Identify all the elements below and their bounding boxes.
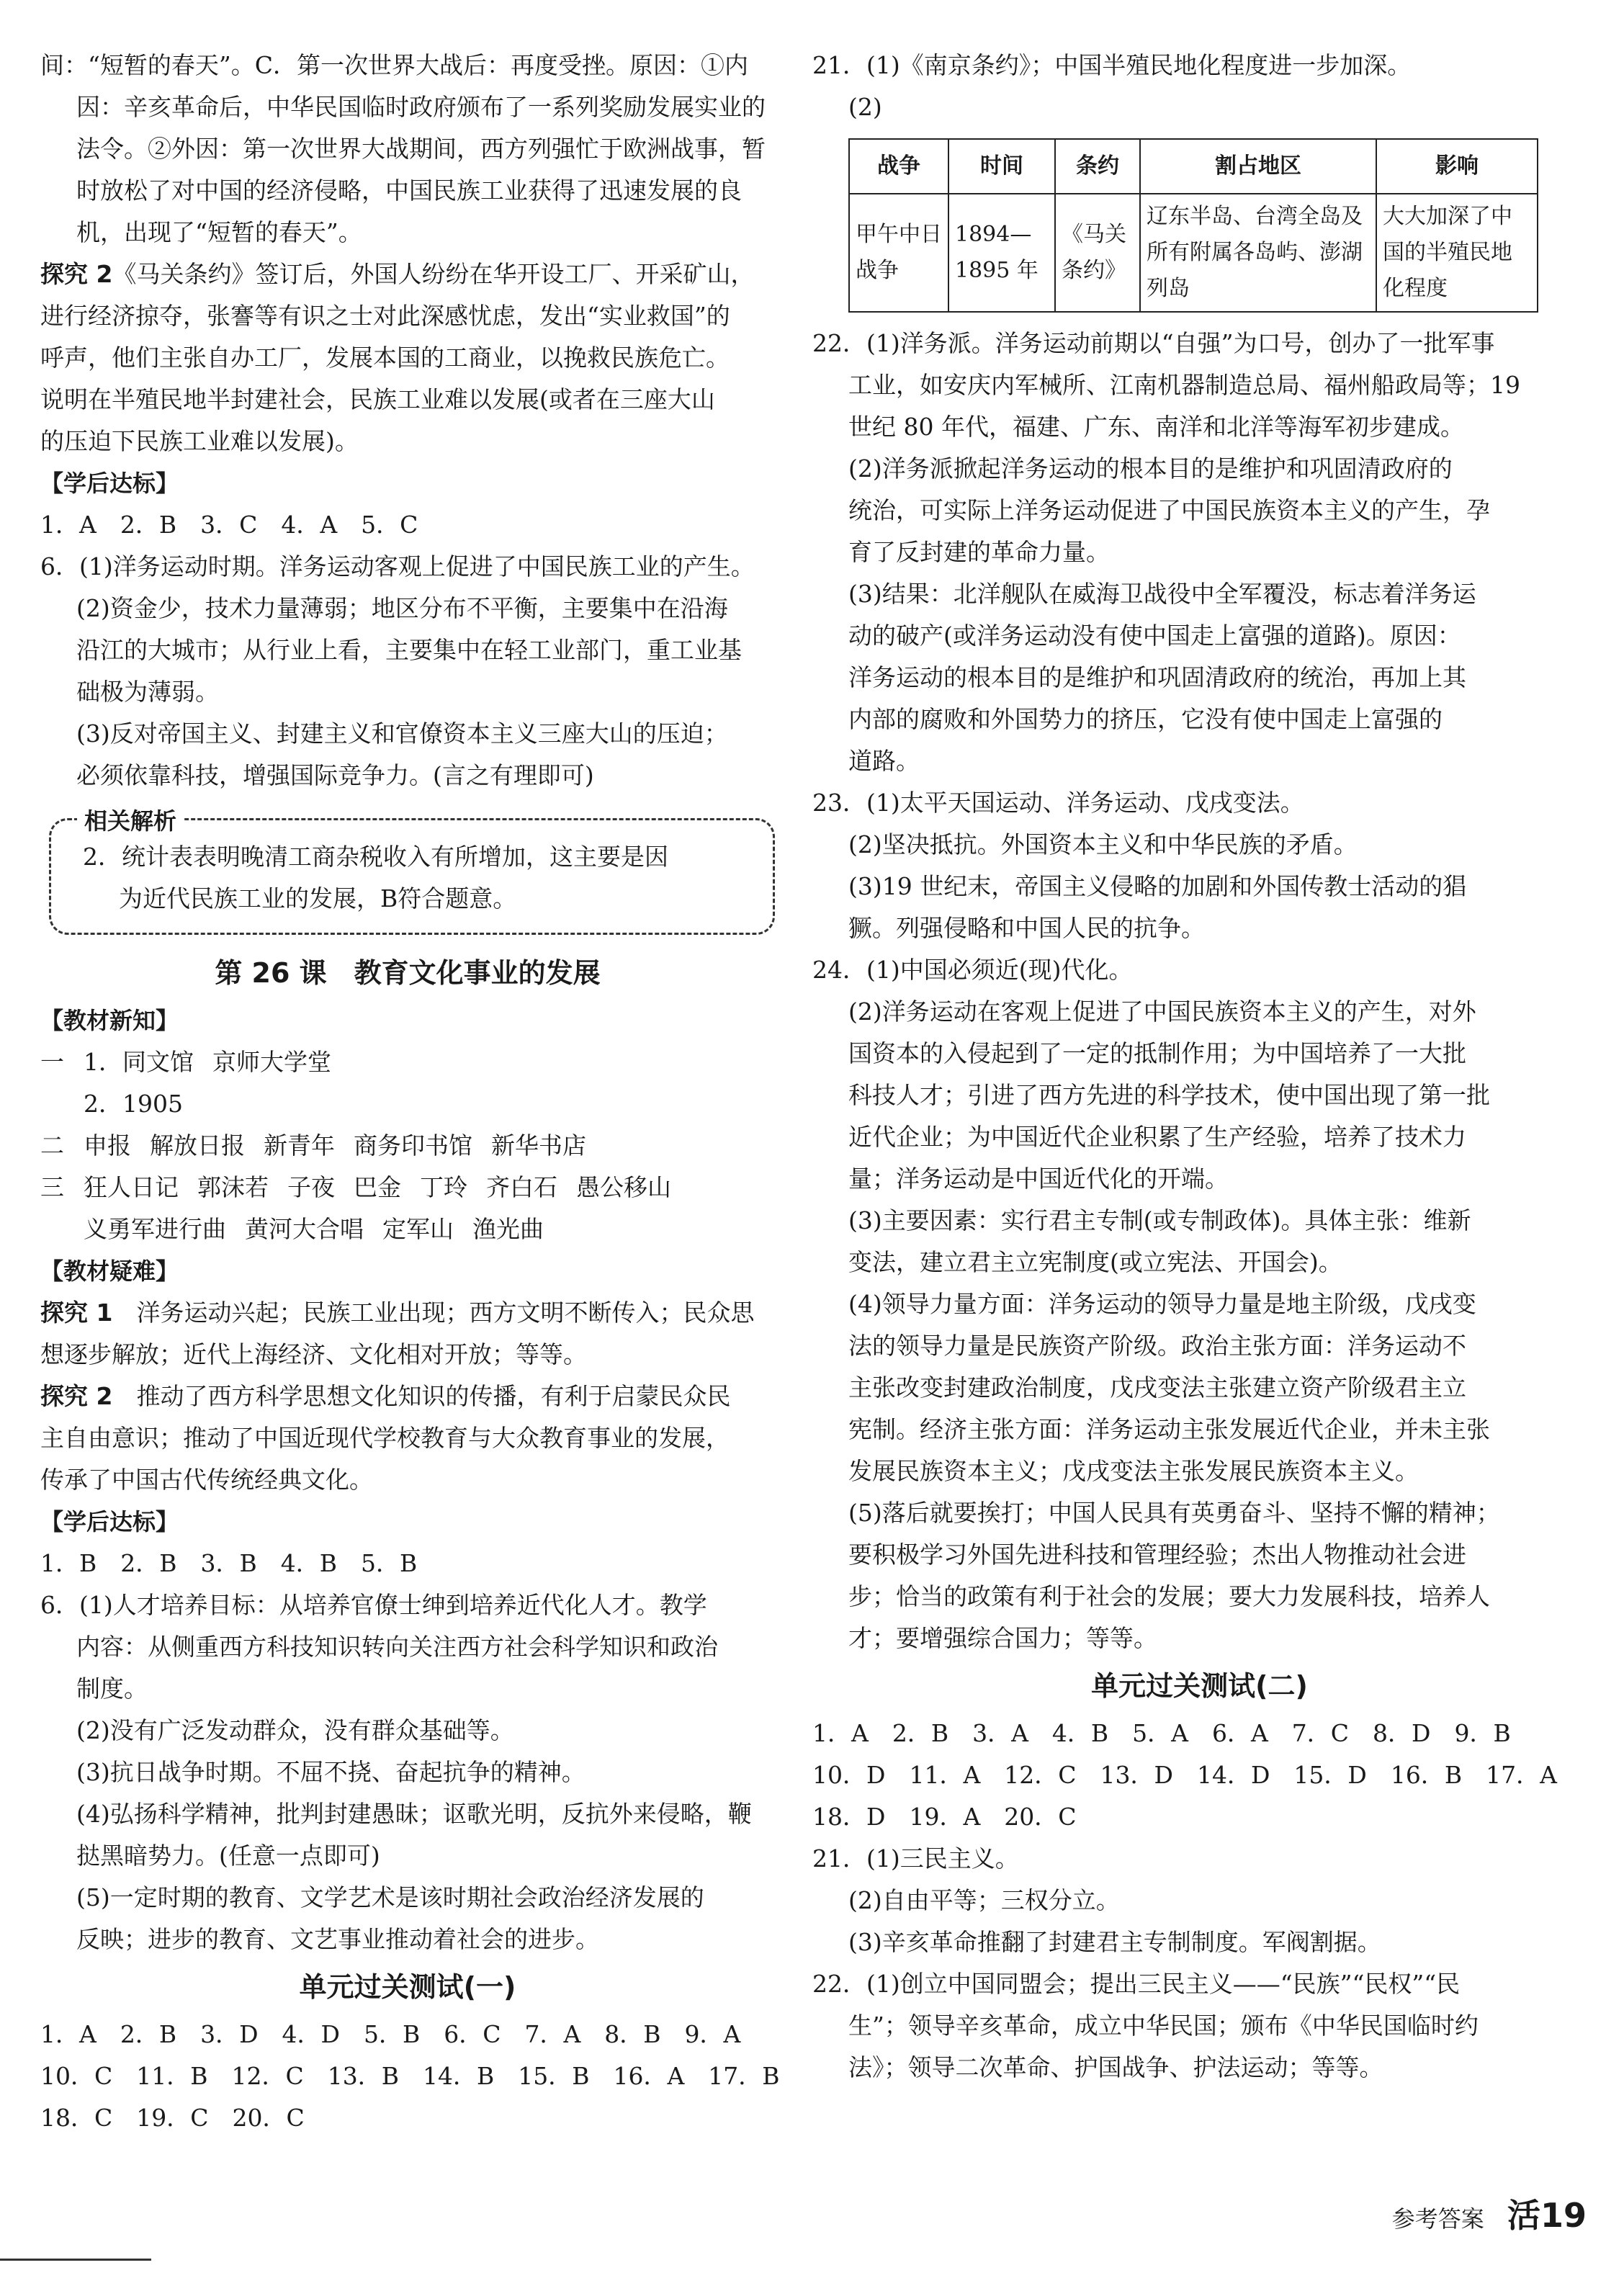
answer-line: 6．(1)洋务运动时期。洋务运动客观上促进了中国民族工业的产生。	[40, 552, 755, 580]
list-item: 三 狂人日记 郭沫若 子夜 巴金 丁玲 齐白石 愚公移山	[40, 1173, 671, 1201]
answer-line: 道路。	[848, 747, 920, 775]
text-line: 探究 2 推动了西方科学思想文化知识的传播，有利于启蒙民众民	[40, 1382, 731, 1410]
lesson-title: 第 26 课 教育文化事业的发展	[215, 957, 601, 989]
answer-line: (2)自由平等；三权分立。	[848, 1886, 1120, 1914]
section-header: 【教材新知】	[40, 1007, 179, 1034]
answer-line: (3)反对帝国主义、封建主义和官僚资本主义三座大山的压迫；	[76, 719, 728, 748]
answer-line: 挞黑暗势力。(任意一点即可)	[76, 1842, 380, 1870]
answer-line: 宪制。经济主张方面：洋务运动主张发展近代企业，并未主张	[848, 1415, 1490, 1443]
answer-line: 动的破产(或洋务运动没有使中国走上富强的道路)。原因：	[848, 622, 1461, 650]
analysis-box	[49, 807, 775, 935]
answer-line: 22．(1)洋务派。洋务运动前期以“自强”为口号，创办了一批军事	[812, 329, 1495, 357]
answer-line: 发展民族资本主义；戊戌变法主张发展民族资本主义。	[848, 1457, 1419, 1485]
list-item: 义勇军进行曲 黄河大合唱 定军山 渔光曲	[84, 1215, 544, 1243]
answer-line: 10．C 11．B 12．C 13．B 14．B 15．B 16．A 17．B	[40, 2062, 780, 2090]
answer-line: (5)落后就要挨打；中国人民具有英勇奋斗、坚持不懈的精神；	[848, 1499, 1500, 1527]
text-line: 进行经济掠夺，张謇等有识之士对此深感忧虑，发出“实业救国”的	[40, 302, 730, 330]
answer-line: 必须依靠科技，增强国际竞争力。(言之有理即可)	[76, 761, 594, 789]
answer-line: (5)一定时期的教育、文学艺术是该时期社会政治经济发展的	[76, 1883, 704, 1911]
answer-line: 科技人才；引进了西方先进的科学技术，使中国出现了第一批	[848, 1081, 1490, 1109]
text-line: 传承了中国古代传统经典文化。	[40, 1466, 373, 1494]
answer-line: 要积极学习外国先进科技和管理经验；杰出人物推动社会进	[848, 1541, 1466, 1569]
answer-line: 18．C 19．C 20．C	[40, 2104, 305, 2132]
answer-line: (3)辛亥革命推翻了封建君主专制制度。军阀割据。	[848, 1928, 1381, 1956]
unit-test-title: 单元过关测试(二)	[1091, 1670, 1308, 1702]
answer-line: 国资本的入侵起到了一定的抵制作用；为中国培养了一大批	[848, 1039, 1466, 1067]
unit-test-title: 单元过关测试(一)	[299, 1971, 516, 2003]
text-line: 说明在半殖民地半封建社会，民族工业难以发展(或者在三座大山	[40, 385, 715, 413]
answer-line: (3)结果：北洋舰队在威海卫战役中全军覆没，标志着洋务运	[848, 580, 1476, 608]
answer-line: 生”；领导辛亥革命，成立中华民国；颁布《中华民国临时约	[848, 2012, 1479, 2040]
table-header: 时间	[948, 139, 1055, 194]
explore-label: 探究 2	[40, 260, 113, 288]
text-line: 主自由意识；推动了中国近现代学校教育与大众教育事业的发展，	[40, 1424, 730, 1452]
answer-line: 法的领导力量是民族资产阶级。政治主张方面：洋务运动不	[848, 1332, 1466, 1360]
table-row	[849, 194, 1538, 312]
left-column	[40, 45, 780, 2139]
answer-line: 1．A 2．B 3．C 4．A 5．C	[40, 511, 418, 539]
answer-line: (2)	[848, 93, 882, 121]
footer-rule	[0, 2259, 151, 2261]
table-header: 割占地区	[1140, 139, 1376, 194]
answer-line: 23．(1)太平天国运动、洋务运动、戊戌变法。	[812, 789, 1304, 817]
answer-line: 内部的腐败和外国势力的挤压，它没有使中国走上富强的	[848, 705, 1443, 733]
answer-line: 18．D 19．A 20．C	[812, 1803, 1077, 1831]
right-column	[812, 45, 1587, 2089]
analysis-line: 为近代民族工业的发展，B符合题意。	[119, 884, 517, 912]
answer-line: 6．(1)人才培养目标：从培养官僚士绅到培养近代化人才。教学	[40, 1591, 707, 1619]
table-header: 条约	[1055, 139, 1140, 194]
answer-line: 步；恰当的政策有利于社会的发展；要大力发展科技，培养人	[848, 1582, 1490, 1610]
answer-line: 1．A 2．B 3．A 4．B 5．A 6．A 7．C 8．D 9．B	[812, 1719, 1511, 1747]
answer-line: 22．(1)创立中国同盟会；提出三民主义——“民族”“民权”“民	[812, 1970, 1461, 1998]
answer-line: 法》；领导二次革命、护国战争、护法运动；等等。	[848, 2053, 1383, 2081]
answer-line: 24．(1)中国必须近(现)代化。	[812, 956, 1133, 984]
table-header: 战争	[849, 139, 948, 194]
answer-line: 10．D 11．A 12．C 13．D 14．D 15．D 16．B 17．A	[812, 1761, 1557, 1789]
answer-line: 才；要增强综合国力；等等。	[848, 1624, 1157, 1652]
section-header: 【学后达标】	[40, 1508, 179, 1535]
text-line: 探究 2《马关条约》签订后，外国人纷纷在华开设工厂、开采矿山，	[40, 260, 755, 288]
war-table	[848, 138, 1538, 313]
answer-line: (3)19 世纪末，帝国主义侵略的加剧和外国传教士活动的猖	[848, 872, 1467, 900]
answer-line: 洋务运动的根本目的是维护和巩固清政府的统治，再加上其	[848, 663, 1466, 691]
text-line: 因：辛亥革命后，中华民国临时政府颁布了一系列奖励发展实业的	[76, 93, 766, 121]
table-cell: 1894—1895 年	[948, 194, 1055, 312]
table-cell: 辽东半岛、台湾全岛及所有附属各岛屿、澎湖列岛	[1140, 194, 1376, 312]
section-header: 【学后达标】	[40, 470, 179, 497]
table-header-row	[849, 139, 1538, 194]
text-line: 机，出现了“短暂的春天”。	[76, 218, 362, 246]
answer-line: 獗。列强侵略和中国人民的抗争。	[848, 914, 1205, 942]
answer-line: 1．B 2．B 3．B 4．B 5．B	[40, 1549, 418, 1577]
answer-line: 础极为薄弱。	[76, 678, 219, 706]
answer-line: 近代企业；为中国近代企业积累了生产经验，培养了技术力	[848, 1123, 1466, 1151]
answer-line: (2)洋务运动在客观上促进了中国民族资本主义的产生，对外	[848, 997, 1476, 1026]
text-line: 的压迫下民族工业难以发展)。	[40, 427, 359, 455]
answer-line: (4)弘扬科学精神，批判封建愚昧；讴歌光明，反抗外来侵略，鞭	[76, 1800, 752, 1828]
footer-label: 参考答案	[1391, 2205, 1484, 2233]
answer-line: 制度。	[76, 1674, 148, 1703]
list-item: 一 1．同文馆 京师大学堂	[40, 1048, 331, 1076]
section-header: 【教材疑难】	[40, 1257, 179, 1285]
answer-line: (3)主要因素：实行君主专制(或专制政体)。具体主张：维新	[848, 1206, 1471, 1234]
text-line: 探究 1 洋务运动兴起；民族工业出现；西方文明不断传入；民众思	[40, 1299, 755, 1327]
table-header: 影响	[1376, 139, 1538, 194]
answer-line: 内容：从侧重西方科技知识转向关注西方社会科学知识和政治	[76, 1633, 718, 1661]
answer-line: (2)没有广泛发动群众，没有群众基础等。	[76, 1716, 514, 1744]
answer-line: 反映；进步的教育、文艺事业推动着社会的进步。	[76, 1925, 599, 1953]
table-cell: 甲午中日战争	[849, 194, 948, 312]
answer-line: (2)坚决抵抗。外国资本主义和中华民族的矛盾。	[848, 830, 1358, 858]
answer-line: 变法，建立君主立宪制度(或立宪法、开国会)。	[848, 1248, 1342, 1276]
list-item: 2．1905	[84, 1090, 183, 1118]
explore-label: 探究 2	[40, 1382, 113, 1410]
analysis-box-title: 相关解析	[77, 803, 184, 836]
text-line: 呼声，他们主张自办工厂，发展本国的工商业，以挽救民族危亡。	[40, 344, 730, 372]
answer-line: (2)资金少，技术力量薄弱；地区分布不平衡，主要集中在沿海	[76, 594, 728, 622]
answer-line: 1．A 2．B 3．D 4．D 5．B 6．C 7．A 8．B 9．A	[40, 2020, 741, 2048]
answer-line: 世纪 80 年代，福建、广东、南洋和北洋等海军初步建成。	[848, 413, 1464, 441]
list-item: 二 申报 解放日报 新青年 商务印书馆 新华书店	[40, 1131, 586, 1160]
page-number: 活19	[1507, 2196, 1587, 2235]
answer-line: 统治，可实际上洋务运动促进了中国民族资本主义的产生，孕	[848, 496, 1490, 524]
answer-line: 21．(1)三民主义。	[812, 1844, 1019, 1873]
answer-line: 工业，如安庆内军械所、江南机器制造总局、福州船政局等；19	[848, 371, 1520, 399]
text-line: 想逐步解放；近代上海经济、文化相对开放；等等。	[40, 1340, 587, 1368]
table-cell: 大大加深了中国的半殖民地化程度	[1376, 194, 1538, 312]
answer-line: 21．(1)《南京条约》；中国半殖民地化程度进一步加深。	[812, 51, 1412, 79]
answer-line: 量；洋务运动是中国近代化的开端。	[848, 1165, 1229, 1193]
answer-line: (2)洋务派掀起洋务运动的根本目的是维护和巩固清政府的	[848, 454, 1453, 483]
text-line: 时放松了对中国的经济侵略，中国民族工业获得了迅速发展的良	[76, 176, 742, 205]
table-cell: 《马关条约》	[1055, 194, 1140, 312]
answer-line: (4)领导力量方面：洋务运动的领导力量是地主阶级，戊戌变	[848, 1290, 1476, 1318]
text-line: 法令。②外因：第一次世界大战期间，西方列强忙于欧洲战事，暂	[76, 135, 766, 163]
answer-line: 主张改变封建政治制度，戊戌变法主张建立资产阶级君主立	[848, 1373, 1466, 1402]
page-footer	[1392, 2189, 1587, 2237]
analysis-line: 2．统计表表明晚清工商杂税收入有所增加，这主要是因	[83, 843, 668, 871]
answer-line: 沿江的大城市；从行业上看，主要集中在轻工业部门，重工业基	[76, 636, 742, 664]
explore-label: 探究 1	[40, 1299, 113, 1327]
answer-line: (3)抗日战争时期。不屈不挠、奋起抗争的精神。	[76, 1758, 586, 1786]
text-line: 间：“短暂的春天”。C．第一次世界大战后：再度受挫。原因：①内	[40, 51, 748, 79]
answer-line: 育了反封建的革命力量。	[848, 538, 1110, 566]
